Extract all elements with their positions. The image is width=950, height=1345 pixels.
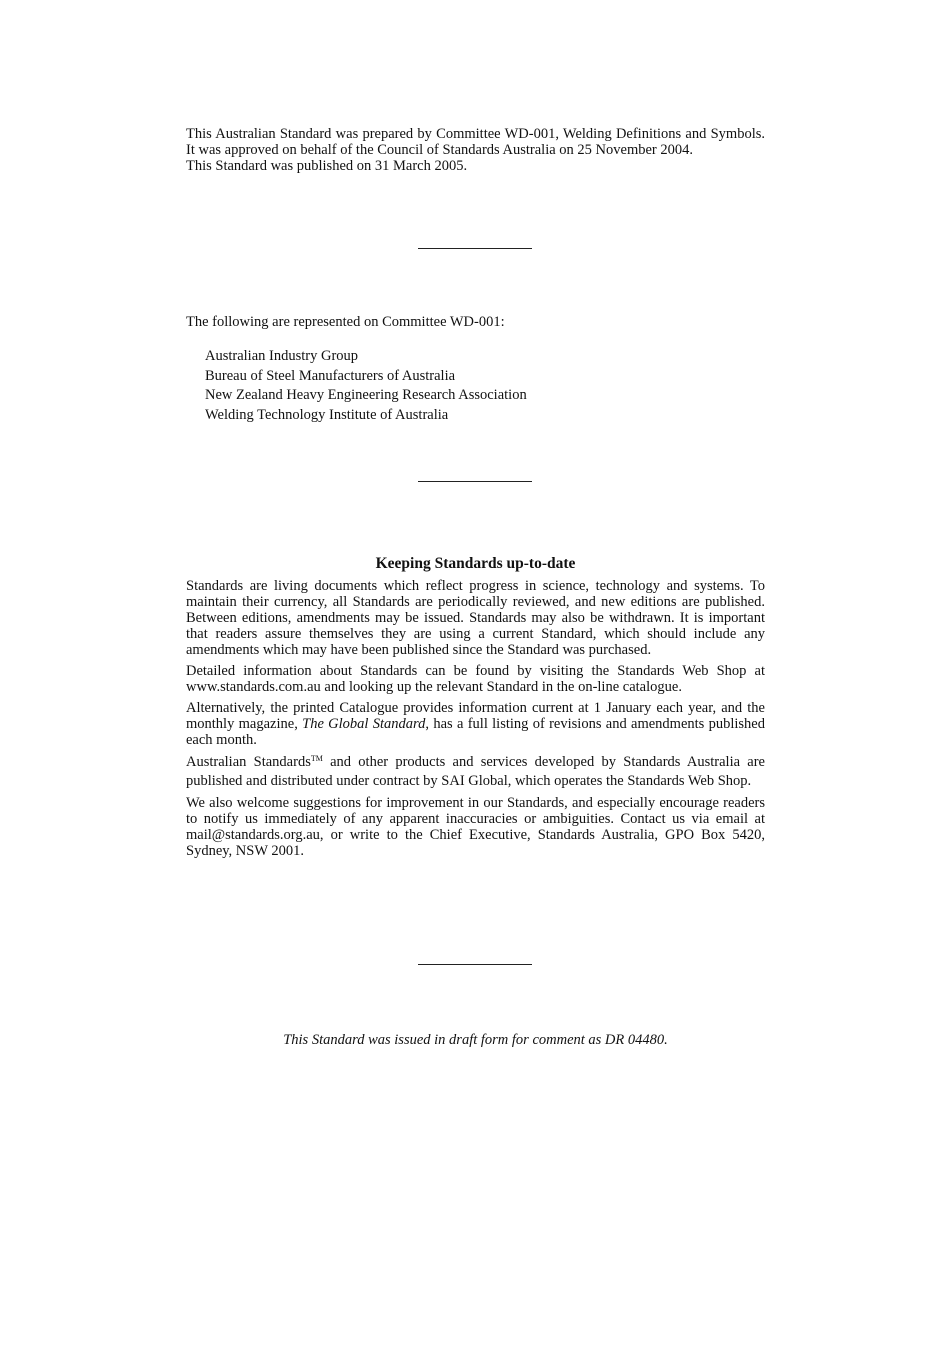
- keeping-p3-text-b: , has a full listing of revisions and amendments published each month.: [186, 716, 765, 748]
- intro-prepared-text: This Australian Standard was prepared by Committee WD-001, Welding Definitions and Symbols. It was approved on behalf of the Council of Standards Australia on 25 November 2004.: [186, 126, 765, 158]
- keeping-p4-text-b: and other products and services developed by Standards Australia are published and distributed under contract by SAI Global, which operates the Standards Web Shop.: [186, 754, 765, 789]
- committee-member: Australian Industry Group: [205, 348, 359, 364]
- divider-rule-3: [418, 964, 532, 965]
- keeping-standards-body: [186, 578, 765, 864]
- committee-member: Welding Technology Institute of Australia: [205, 406, 449, 423]
- intro-block: [186, 126, 765, 174]
- keeping-p3-text-a: Alternatively, the printed Catalogue provides information current at 1 January each year, and the monthly magazine,: [186, 700, 765, 732]
- divider-rule-2: [418, 481, 532, 482]
- keeping-paragraph-3: [186, 700, 765, 748]
- global-standard-title: The Global Standard: [302, 716, 426, 732]
- keeping-p4-text-a: Australian Standards: [186, 754, 311, 770]
- committee-heading: The following are represented on Committee WD-001:: [186, 314, 505, 330]
- keeping-paragraph-2: Detailed information about Standards can be found by visiting the Standards Web Shop at www.standards.com.au and looking up the relevant Standard in the on-line catalogue.: [186, 663, 765, 695]
- keeping-standards-title: Keeping Standards up-to-date: [375, 555, 576, 572]
- draft-note: This Standard was issued in draft form for comment as DR 04480.: [283, 1032, 668, 1048]
- committee-member: New Zealand Heavy Engineering Research Association: [205, 387, 527, 403]
- committee-member-list: [205, 347, 527, 425]
- keeping-paragraph-1: Standards are living documents which reflect progress in science, technology and systems. To maintain their currency, all Standards are periodically reviewed, and new editions are published. Between editions, amendments may be issued. Standards may also be withdrawn. It is important that readers assure themselves they are using a current Standard, which should include any amendments which may have been published since the Standard was purchased.: [186, 578, 765, 658]
- intro-published-text: This Standard was published on 31 March 2005.: [186, 158, 468, 174]
- keeping-paragraph-5: We also welcome suggestions for improvement in our Standards, and especially encourage readers to notify us immediately of any apparent inaccuracies or ambiguities. Contact us via email at mail@standards.org.au, or write to the Chief Executive, Standards Australia, GPO Box 5420, Sydney, NSW 2001.: [186, 795, 765, 859]
- committee-member: Bureau of Steel Manufacturers of Australia: [205, 367, 456, 384]
- trademark-mark: TM: [310, 754, 323, 763]
- divider-rule-1: [418, 248, 532, 249]
- keeping-paragraph-4: [186, 753, 765, 790]
